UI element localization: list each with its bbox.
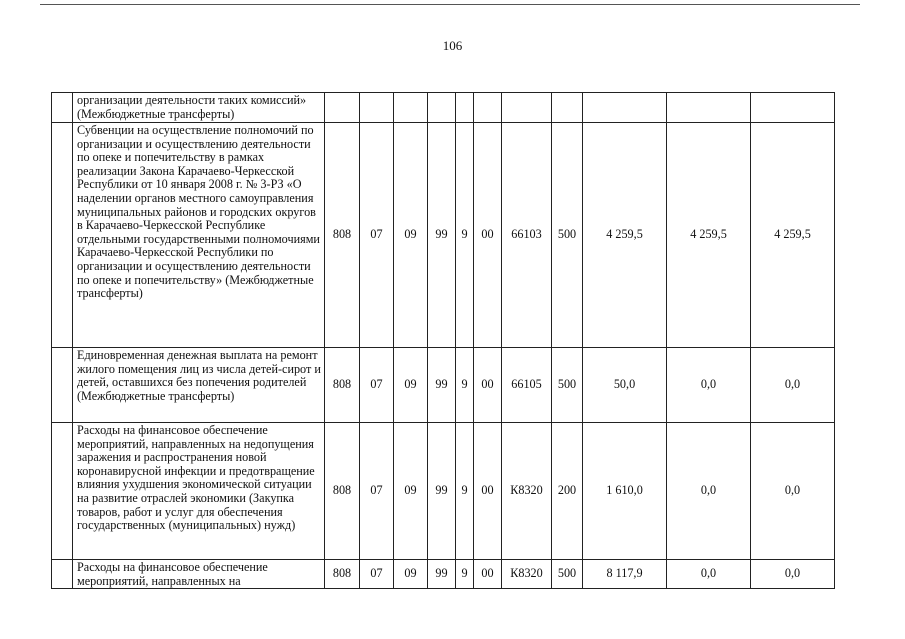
subsection-cell: 09 <box>394 560 428 589</box>
main-event-cell <box>474 93 502 123</box>
description-cell: организации деятельности таких комиссий» (Межбюджетные трансферты) <box>73 93 325 123</box>
row-number-cell <box>52 123 73 348</box>
amount-3-cell: 0,0 <box>751 560 835 589</box>
top-rule <box>40 4 860 5</box>
table-row <box>52 423 835 560</box>
row-number-cell <box>52 348 73 423</box>
page-number: 106 <box>442 38 463 53</box>
table-row <box>52 93 835 123</box>
section-cell: 07 <box>360 560 394 589</box>
description-cell: Расходы на финансовое обеспечение мероприятий, направленных на <box>73 560 325 589</box>
row-number-cell <box>52 93 73 123</box>
amount-1-cell: 50,0 <box>583 348 667 423</box>
expense-type-cell: 200 <box>552 423 583 560</box>
program-cell: 99 <box>428 560 456 589</box>
amount-2-cell <box>667 93 751 123</box>
expense-type-cell <box>552 93 583 123</box>
row-number-cell <box>52 560 73 589</box>
amount-1-cell: 1 610,0 <box>583 423 667 560</box>
amount-2-cell: 0,0 <box>667 560 751 589</box>
direction-cell: К8320 <box>502 560 552 589</box>
table-row <box>52 560 835 589</box>
expense-type-cell: 500 <box>552 123 583 348</box>
row-number-cell <box>52 423 73 560</box>
amount-3-cell: 0,0 <box>751 348 835 423</box>
subprogram-cell: 9 <box>456 123 474 348</box>
subsection-cell <box>394 93 428 123</box>
subprogram-cell: 9 <box>456 560 474 589</box>
program-cell <box>428 93 456 123</box>
subprogram-cell: 9 <box>456 348 474 423</box>
budget-table <box>51 92 835 589</box>
ministry-cell: 808 <box>325 123 360 348</box>
main-event-cell: 00 <box>474 560 502 589</box>
expense-type-cell: 500 <box>552 560 583 589</box>
table-row <box>52 348 835 423</box>
amount-2-cell: 4 259,5 <box>667 123 751 348</box>
ministry-cell <box>325 93 360 123</box>
subsection-cell: 09 <box>394 123 428 348</box>
ministry-cell: 808 <box>325 423 360 560</box>
expense-type-cell: 500 <box>552 348 583 423</box>
table-row <box>52 123 835 348</box>
ministry-cell: 808 <box>325 348 360 423</box>
ministry-cell: 808 <box>325 560 360 589</box>
section-cell: 07 <box>360 348 394 423</box>
program-cell: 99 <box>428 123 456 348</box>
direction-cell: 66105 <box>502 348 552 423</box>
amount-1-cell: 8 117,9 <box>583 560 667 589</box>
section-cell: 07 <box>360 423 394 560</box>
section-cell: 07 <box>360 123 394 348</box>
description-cell: Единовременная денежная выплата на ремонт жилого помещения лиц из числа детей-сирот и детей, оставшихся без попечения родителей (Межбюджетные трансферты) <box>73 348 325 423</box>
main-event-cell: 00 <box>474 423 502 560</box>
description-cell: Расходы на финансовое обеспечение мероприятий, направленных на недопущения заражения и распространения новой коронавирусной инфекции и предотвращение влияния ухудшения экономической ситуации на развитие отраслей экономики (Закупка товаров, работ и услуг для обеспечения государственных (муниципальных) нужд) <box>73 423 325 560</box>
main-event-cell: 00 <box>474 348 502 423</box>
direction-cell: 66103 <box>502 123 552 348</box>
amount-3-cell: 4 259,5 <box>751 123 835 348</box>
subprogram-cell <box>456 93 474 123</box>
amount-3-cell <box>751 93 835 123</box>
main-event-cell: 00 <box>474 123 502 348</box>
description-cell: Субвенции на осуществление полномочий по организации и осуществлению деятельности по опеке и попечительству в рамках реализации Закона Карачаево-Черкесской Республики от 10 января 2008 г. № 3-РЗ «О наделении органов местного самоуправления муниципальных районов и городских округов в Карачаево-Черкесской Республике отдельными государственными полномочиями Карачаево-Черкесской Республики по организации и осуществлению деятельности по опеке и попечительству» (Межбюджетные трансферты) <box>73 123 325 348</box>
amount-3-cell: 0,0 <box>751 423 835 560</box>
direction-cell <box>502 93 552 123</box>
amount-1-cell <box>583 93 667 123</box>
direction-cell: К8320 <box>502 423 552 560</box>
amount-2-cell: 0,0 <box>667 348 751 423</box>
amount-1-cell: 4 259,5 <box>583 123 667 348</box>
program-cell: 99 <box>428 348 456 423</box>
subprogram-cell: 9 <box>456 423 474 560</box>
amount-2-cell: 0,0 <box>667 423 751 560</box>
subsection-cell: 09 <box>394 348 428 423</box>
subsection-cell: 09 <box>394 423 428 560</box>
program-cell: 99 <box>428 423 456 560</box>
section-cell <box>360 93 394 123</box>
